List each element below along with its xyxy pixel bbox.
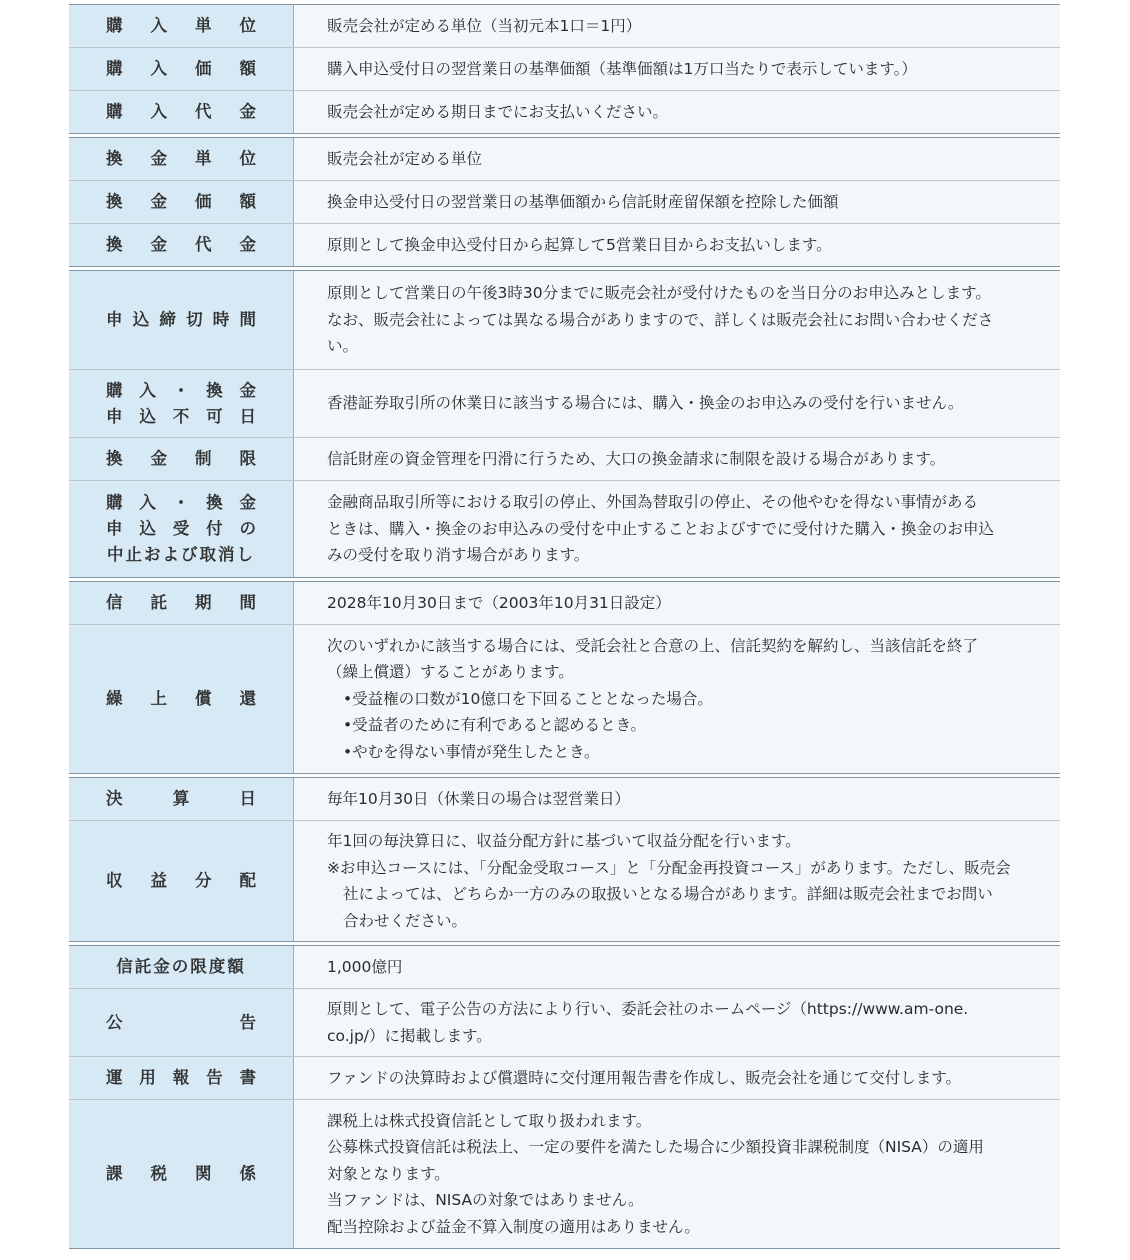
table-row: [69, 988, 1060, 1056]
row-value-cell: [294, 946, 1060, 988]
row-label-cell: [69, 91, 294, 133]
row-value-line: 年1回の毎決算日に、収益分配方針に基づいて収益分配を行います。: [327, 832, 801, 850]
row-value-cell: [294, 582, 1060, 624]
row-label: 購 入 ・ 換 金: [106, 380, 256, 400]
row-label-cell: [69, 48, 294, 90]
table-row: [69, 582, 1060, 624]
row-value-line: •受益権の口数が10億口を下回ることとなった場合。: [343, 689, 713, 708]
row-value-line: 原則として換金申込受付日から起算して5営業日目からお支払いします。: [327, 235, 832, 254]
row-label-cell: [69, 625, 294, 773]
table-row: [69, 180, 1060, 223]
row-value-cell: [294, 1100, 1060, 1248]
row-value-line: 合わせください。: [343, 911, 468, 930]
table-row: [69, 5, 1060, 47]
table-group: [69, 581, 1060, 774]
row-value-line: 配当控除および益金不算入制度の適用はありません。: [327, 1217, 700, 1236]
row-label-cell: [69, 946, 294, 988]
row-value-cell: [294, 91, 1060, 133]
row-value-line: なお、販売会社によっては異なる場合がありますので、詳しくは販売会社にお問い合わせくださ: [327, 310, 994, 329]
row-value-cell: [294, 1057, 1060, 1099]
table-row: [69, 1056, 1060, 1099]
row-label-cell: [69, 481, 294, 577]
row-value-line: 購入申込受付日の翌営業日の基準価額（基準価額は1万口当たりで表示しています。）: [327, 59, 917, 78]
row-label: 購 入 ・ 換 金: [106, 493, 256, 512]
row-label: 換 金 代 金: [106, 235, 256, 254]
row-label-cell: [69, 582, 294, 624]
row-label: 信 託 期 間: [106, 593, 256, 612]
row-label: 換 金 単 位: [106, 149, 256, 168]
row-label: 決 算 日: [106, 789, 256, 808]
row-label-cell: [69, 138, 294, 180]
row-value-cell: [294, 370, 1060, 437]
table-row: [69, 369, 1060, 437]
row-value-line: ファンドの決算時および償還時に交付運用報告書を作成し、販売会社を通じて交付します。: [327, 1068, 961, 1087]
table-row: [69, 437, 1060, 480]
row-value-cell: [294, 989, 1060, 1056]
row-label: 購 入 代 金: [106, 102, 256, 121]
row-value-line: 課税上は株式投資信託として取り扱われます。: [327, 1111, 652, 1130]
row-value-cell: [294, 625, 1060, 773]
row-label-cell: [69, 438, 294, 480]
table-group: [69, 4, 1060, 134]
row-label-cell: [69, 989, 294, 1056]
row-value-line: 販売会社が定める単位（当初元本1口＝1円）: [327, 16, 642, 35]
row-value-cell: [294, 48, 1060, 90]
row-label-cell: [69, 5, 294, 47]
row-value-cell: [294, 224, 1060, 266]
row-value-line: 2028年10月30日まで（2003年10月31日設定）: [327, 593, 671, 612]
table-group: [69, 137, 1060, 267]
table-group: [69, 270, 1060, 578]
row-label-cell: [69, 370, 294, 437]
row-value-line: 信託財産の資金管理を円滑に行うため、大口の換金請求に制限を設ける場合があります。: [327, 449, 946, 468]
table-row: [69, 138, 1060, 180]
row-label-cell: [69, 778, 294, 820]
row-value-line: 香港証券取引所の休業日に該当する場合には、購入・換金のお申込みの受付を行いません。: [327, 394, 964, 413]
row-label: 換 金 価 額: [106, 192, 256, 211]
row-label: 信託金の限度額: [116, 957, 246, 976]
row-value-line: 原則として営業日の午後3時30分までに販売会社が受付けたものを当日分のお申込みとします。: [327, 284, 991, 303]
row-value-cell: [294, 271, 1060, 369]
table-group: [69, 945, 1060, 1249]
row-value-line: •受益者のために有利であると認めるとき。: [343, 716, 647, 735]
table-row: [69, 90, 1060, 133]
row-value-line: ※お申込コースには、「分配金受取コース」と「分配金再投資コース」があります。ただし、販売会: [327, 858, 1011, 877]
row-value-cell: [294, 778, 1060, 820]
row-value-cell: [294, 5, 1060, 47]
row-value-line: 1,000億円: [327, 957, 403, 976]
row-label-cell: [69, 271, 294, 369]
row-value-line: 対象となります。: [327, 1164, 450, 1183]
row-label-cell: [69, 821, 294, 941]
row-label: 公 告: [106, 1012, 256, 1032]
row-label: 収 益 分 配: [106, 871, 256, 890]
row-value-line: みの受付を取り消す場合があります。: [327, 546, 590, 565]
row-value-line: 原則として、電子公告の方法により行い、委託会社のホームページ（https://www.am-one.: [327, 1000, 969, 1018]
table-row: [69, 820, 1060, 941]
row-label-cell: [69, 181, 294, 223]
table-group: [69, 777, 1060, 942]
row-label-cell: [69, 1057, 294, 1099]
row-value-line: co.jp/）に掲載します。: [327, 1026, 492, 1045]
row-label: 申 込 不 可 日: [106, 406, 256, 426]
table-row: [69, 223, 1060, 266]
table-row: [69, 946, 1060, 988]
row-value-cell: [294, 438, 1060, 480]
row-label: 購 入 単 位: [106, 16, 256, 35]
row-value-cell: [294, 138, 1060, 180]
table-row: [69, 47, 1060, 90]
row-label: 申 込 締 切 時 間: [106, 310, 256, 329]
row-value-line: 金融商品取引所等における取引の停止、外国為替取引の停止、その他やむを得ない事情がある: [327, 493, 979, 512]
row-label: 購 入 価 額: [106, 59, 256, 78]
row-value-line: 毎年10月30日（休業日の場合は翌営業日）: [327, 789, 630, 808]
row-label: 繰 上 償 還: [106, 689, 256, 708]
row-value-line: 社によっては、どちらか一方のみの取扱いとなる場合があります。詳細は販売会社までお問い: [343, 885, 993, 903]
row-value-line: •やむを得ない事情が発生したとき。: [343, 742, 600, 761]
row-label: 換 金 制 限: [106, 449, 256, 468]
row-value-line: ときは、購入・換金のお申込みの受付を中止することおよびすでに受付けた購入・換金のお申込: [327, 519, 994, 538]
row-value-line: 換金申込受付日の翌営業日の基準価額から信託財産留保額を控除した価額: [327, 192, 839, 211]
table-row: [69, 1099, 1060, 1248]
row-value-line: 当ファンドは、NISAの対象ではありません。: [327, 1191, 644, 1210]
row-label-cell: [69, 1100, 294, 1248]
row-value-line: い。: [327, 337, 359, 356]
fund-terms-table: [69, 4, 1060, 1249]
row-value-line: 次のいずれかに該当する場合には、受託会社と合意の上、信託契約を解約し、当該信託を終了: [327, 636, 979, 655]
row-label: 申 込 受 付 の: [106, 519, 256, 538]
row-value-line: 販売会社が定める単位: [327, 149, 483, 168]
table-row: [69, 624, 1060, 773]
row-value-line: 販売会社が定める期日までにお支払いください。: [327, 102, 669, 121]
row-label-cell: [69, 224, 294, 266]
row-value-cell: [294, 821, 1060, 941]
table-row: [69, 778, 1060, 820]
table-row: [69, 271, 1060, 369]
table-row: [69, 480, 1060, 577]
row-value-cell: [294, 481, 1060, 577]
row-value-line: （繰上償還）することがあります。: [327, 663, 574, 682]
row-value-cell: [294, 181, 1060, 223]
row-label: 課 税 関 係: [106, 1164, 256, 1183]
row-label: 中止および取消し: [107, 545, 255, 564]
row-value-line: 公募株式投資信託は税法上、一定の要件を満たした場合に少額投資非課税制度（NISA）の適用: [327, 1138, 984, 1157]
row-label: 運 用 報 告 書: [106, 1068, 256, 1087]
